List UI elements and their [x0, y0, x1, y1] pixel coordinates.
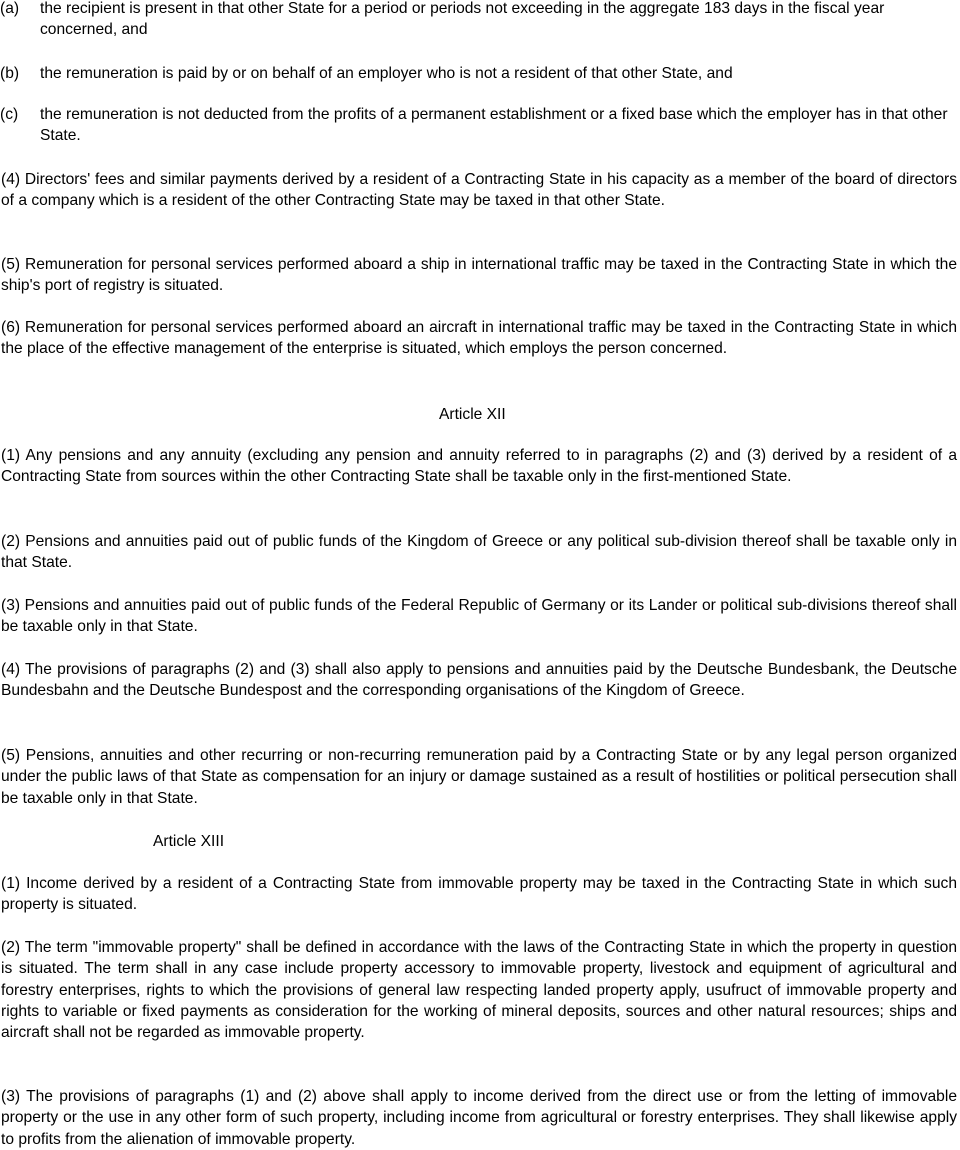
list-item-text: the remuneration is not deducted from the profits of a permanent establishment or a fixed base which the employer has in that other State.: [40, 106, 948, 145]
article-12-paragraph-5: (5) Pensions, annuities and other recurring or non-recurring remuneration paid by a Contracting State or by any legal person organized under the public laws of that State as compensation for an injury or damage sustained as a result of hostilities or political persecution shall be taxable only in that State.: [1, 747, 957, 807]
article-12-heading: Article XII: [439, 406, 506, 423]
list-item-c: [0, 104, 957, 147]
list-item-label: (b): [0, 65, 20, 82]
list-item-text: the recipient is present in that other State for a period or periods not exceeding in the aggregate 183 days in the fiscal year concerned, and: [40, 0, 885, 39]
article-12-paragraph-1: (1) Any pensions and any annuity (excluding any pension and annuity referred to in paragraphs (2) and (3) derived by a resident of a Contracting State from sources within the other Contracting State shall be taxable only in the first-mentioned State.: [1, 447, 957, 486]
article-12-paragraph-2: (2) Pensions and annuities paid out of public funds of the Kingdom of Greece or any political sub-division thereof shall be taxable only in that State.: [1, 533, 957, 572]
article-11-paragraph-4: (4) Directors' fees and similar payments derived by a resident of a Contracting State in his capacity as a member of the board of directors of a company which is a resident of the other Contracting State may be taxed in that other State.: [1, 171, 957, 210]
list-item-b: [0, 63, 957, 84]
article-13-heading: Article XIII: [153, 833, 225, 850]
article-12-paragraph-4: (4) The provisions of paragraphs (2) and (3) shall also apply to pensions and annuities paid by the Deutsche Bundesbank, the Deutsche Bundesbahn and the Deutsche Bundespost and the corresponding organisations of the Kingdom of Greece.: [1, 661, 957, 700]
article-11-paragraph-6: (6) Remuneration for personal services performed aboard an aircraft in international traffic may be taxed in the Contracting State in which the place of the effective management of the enterprise is situated, which employs the person concerned.: [1, 319, 957, 358]
article-13-paragraph-3: (3) The provisions of paragraphs (1) and (2) above shall apply to income derived from the direct use or from the letting of immovable property or the use in any other form of such property, including income from agricultural or forestry enterprises. They shall likewise apply to profits from the alienation of immovable property.: [1, 1088, 957, 1148]
article-13-paragraph-1: (1) Income derived by a resident of a Contracting State from immovable property may be taxed in the Contracting State in which such property is situated.: [1, 875, 957, 914]
list-item-a: [0, 0, 957, 41]
article-11-paragraph-5: (5) Remuneration for personal services performed aboard a ship in international traffic may be taxed in the Contracting State in which the ship's port of registry is situated.: [1, 256, 957, 295]
list-item-label: (c): [0, 106, 19, 123]
article-12-paragraph-3: (3) Pensions and annuities paid out of public funds of the Federal Republic of Germany or its Lander or political sub-divisions thereof shall be taxable only in that State.: [1, 597, 957, 636]
article-13-paragraph-2: (2) The term "immovable property" shall be defined in accordance with the laws of the Contracting State in which the property in question is situated. The term shall in any case include property accessory to immovable property, livestock and equipment of agricultural and forestry enterprises, rights to which the provisions of general law respecting landed property apply, usufruct of immovable property and rights to variable or fixed payments as consideration for the working of mineral deposits, sources and other natural resources; ships and aircraft shall not be regarded as immovable property.: [1, 939, 957, 1042]
list-item-label: (a): [0, 0, 20, 17]
list-item-text: the remuneration is paid by or on behalf of an employer who is not a resident of that other State, and: [40, 65, 733, 82]
